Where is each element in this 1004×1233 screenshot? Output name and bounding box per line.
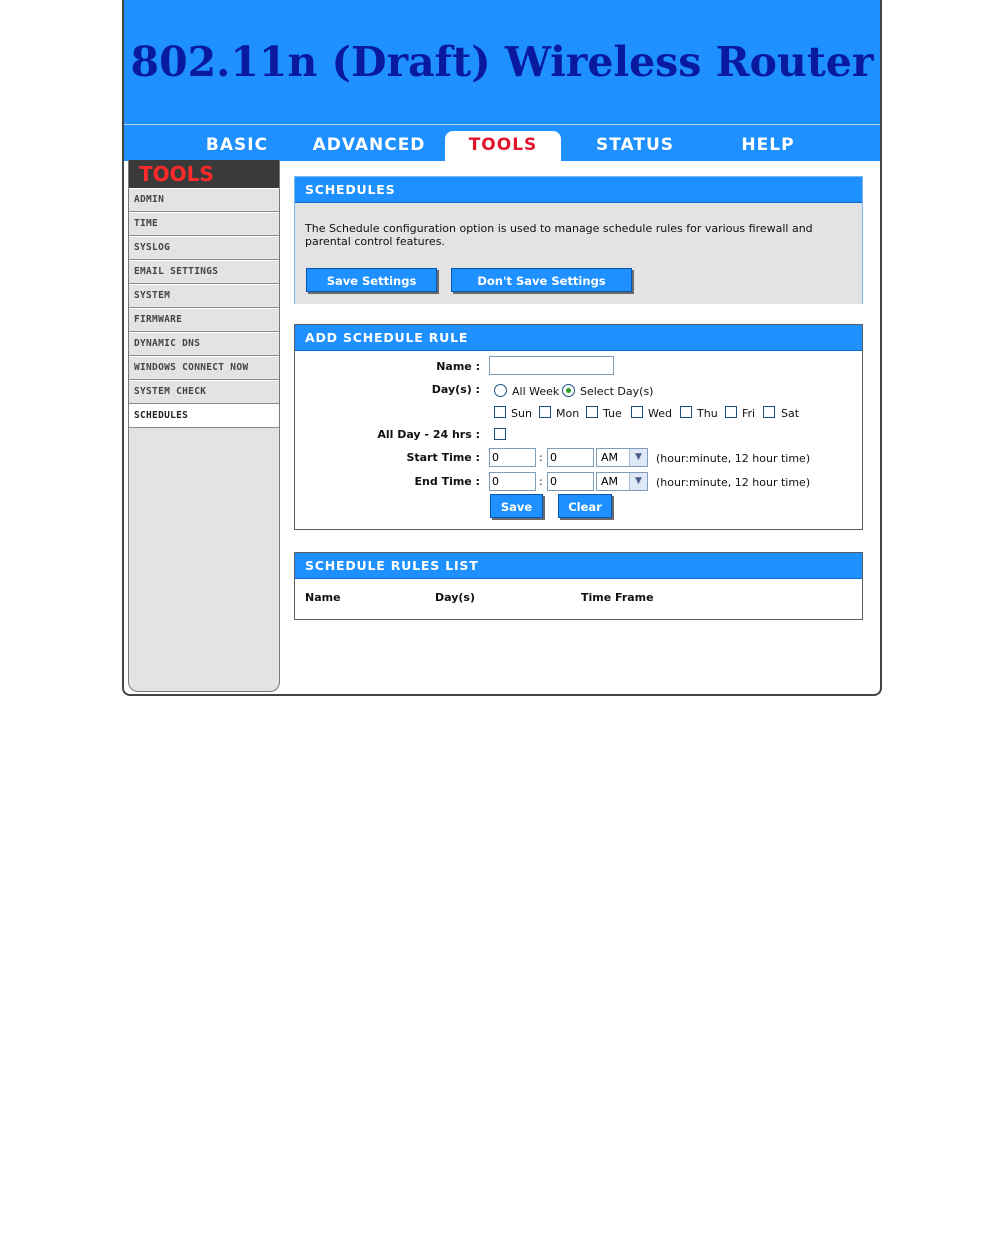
top-navigation bbox=[124, 124, 880, 161]
tue-checkbox[interactable] bbox=[586, 406, 598, 418]
save-settings-button[interactable]: Save Settings bbox=[306, 268, 437, 292]
days-label: Day(s) : bbox=[431, 383, 480, 396]
start-minute-input[interactable]: 0 bbox=[547, 448, 594, 467]
select-days-label: Select Day(s) bbox=[580, 385, 654, 398]
tab-basic[interactable]: BASIC bbox=[205, 135, 269, 155]
column-header-time-frame: Time Frame bbox=[581, 591, 654, 604]
select-days-radio[interactable] bbox=[562, 384, 575, 397]
tab-tools[interactable]: TOOLS bbox=[445, 131, 561, 161]
tab-help[interactable]: HELP bbox=[741, 135, 795, 155]
wed-checkbox[interactable] bbox=[631, 406, 643, 418]
end-time-colon: : bbox=[539, 475, 543, 488]
all-week-label: All Week bbox=[512, 385, 560, 398]
sidebar-item-email-settings[interactable]: EMAIL SETTINGS bbox=[129, 260, 279, 284]
all-day-label: All Day - 24 hrs : bbox=[377, 428, 480, 441]
all-week-radio[interactable] bbox=[494, 384, 507, 397]
end-minute-input[interactable]: 0 bbox=[547, 472, 594, 491]
radio-selected-dot bbox=[566, 388, 571, 393]
schedules-panel bbox=[294, 176, 863, 304]
end-ampm-value: AM bbox=[601, 475, 619, 488]
tab-status[interactable]: STATUS bbox=[595, 135, 674, 155]
start-ampm-value: AM bbox=[601, 451, 619, 464]
end-hour-input[interactable]: 0 bbox=[489, 472, 536, 491]
name-label: Name : bbox=[436, 360, 480, 373]
sat-label: Sat bbox=[781, 407, 800, 420]
thu-checkbox[interactable] bbox=[680, 406, 692, 418]
fri-label: Fri bbox=[742, 407, 756, 420]
schedules-description: The Schedule configuration option is used to manage schedule rules for various firewall and parental control features. bbox=[305, 222, 813, 248]
end-time-label: End Time : bbox=[414, 475, 480, 488]
sat-checkbox[interactable] bbox=[763, 406, 775, 418]
sidebar bbox=[128, 160, 280, 692]
sun-label: Sun bbox=[511, 407, 532, 420]
sidebar-item-syslog[interactable]: SYSLOG bbox=[129, 236, 279, 260]
schedule-rules-list-title: SCHEDULE RULES LIST bbox=[295, 553, 862, 579]
sidebar-item-firmware[interactable]: FIRMWARE bbox=[129, 308, 279, 332]
clear-rule-button[interactable]: Clear bbox=[558, 494, 612, 518]
sidebar-item-system[interactable]: SYSTEM bbox=[129, 284, 279, 308]
wed-label: Wed bbox=[648, 407, 672, 420]
column-header-name: Name bbox=[305, 591, 341, 604]
schedules-panel-title: SCHEDULES bbox=[295, 177, 862, 203]
tab-advanced[interactable]: ADVANCED bbox=[312, 135, 426, 155]
schedule-rules-list-panel bbox=[294, 552, 863, 620]
sun-checkbox[interactable] bbox=[494, 406, 506, 418]
sidebar-item-windows-connect-now[interactable]: WINDOWS CONNECT NOW bbox=[129, 356, 279, 380]
sidebar-item-dynamic-dns[interactable]: DYNAMIC DNS bbox=[129, 332, 279, 356]
banner-title: 802.11n (Draft) Wireless Router bbox=[130, 38, 874, 86]
column-header-days: Day(s) bbox=[435, 591, 475, 604]
add-schedule-rule-title: ADD SCHEDULE RULE bbox=[295, 325, 862, 351]
all-day-checkbox[interactable] bbox=[494, 428, 506, 440]
schedules-panel-body bbox=[295, 203, 862, 304]
add-schedule-rule-panel bbox=[294, 324, 863, 530]
tue-label: Tue bbox=[603, 407, 622, 420]
sidebar-item-time[interactable]: TIME bbox=[129, 212, 279, 236]
mon-label: Mon bbox=[556, 407, 580, 420]
thu-label: Thu bbox=[697, 407, 718, 420]
fri-checkbox[interactable] bbox=[725, 406, 737, 418]
sidebar-item-system-check[interactable]: SYSTEM CHECK bbox=[129, 380, 279, 404]
sidebar-header: TOOLS bbox=[129, 160, 279, 188]
start-time-label: Start Time : bbox=[406, 451, 480, 464]
start-time-hint: (hour:minute, 12 hour time) bbox=[656, 452, 811, 465]
router-page-frame bbox=[122, 0, 882, 696]
sidebar-item-admin[interactable]: ADMIN bbox=[129, 188, 279, 212]
mon-checkbox[interactable] bbox=[539, 406, 551, 418]
chevron-down-icon: ▼ bbox=[629, 473, 647, 490]
start-time-colon: : bbox=[539, 451, 543, 464]
dont-save-settings-button[interactable]: Don't Save Settings bbox=[451, 268, 632, 292]
chevron-down-icon: ▼ bbox=[629, 449, 647, 466]
end-ampm-select[interactable] bbox=[596, 472, 648, 491]
end-time-hint: (hour:minute, 12 hour time) bbox=[656, 476, 811, 489]
start-hour-input[interactable]: 0 bbox=[489, 448, 536, 467]
save-rule-button[interactable]: Save bbox=[490, 494, 543, 518]
sidebar-item-schedules[interactable]: SCHEDULES bbox=[129, 404, 279, 428]
banner bbox=[124, 0, 880, 125]
name-input[interactable] bbox=[489, 356, 614, 375]
start-ampm-select[interactable] bbox=[596, 448, 648, 467]
